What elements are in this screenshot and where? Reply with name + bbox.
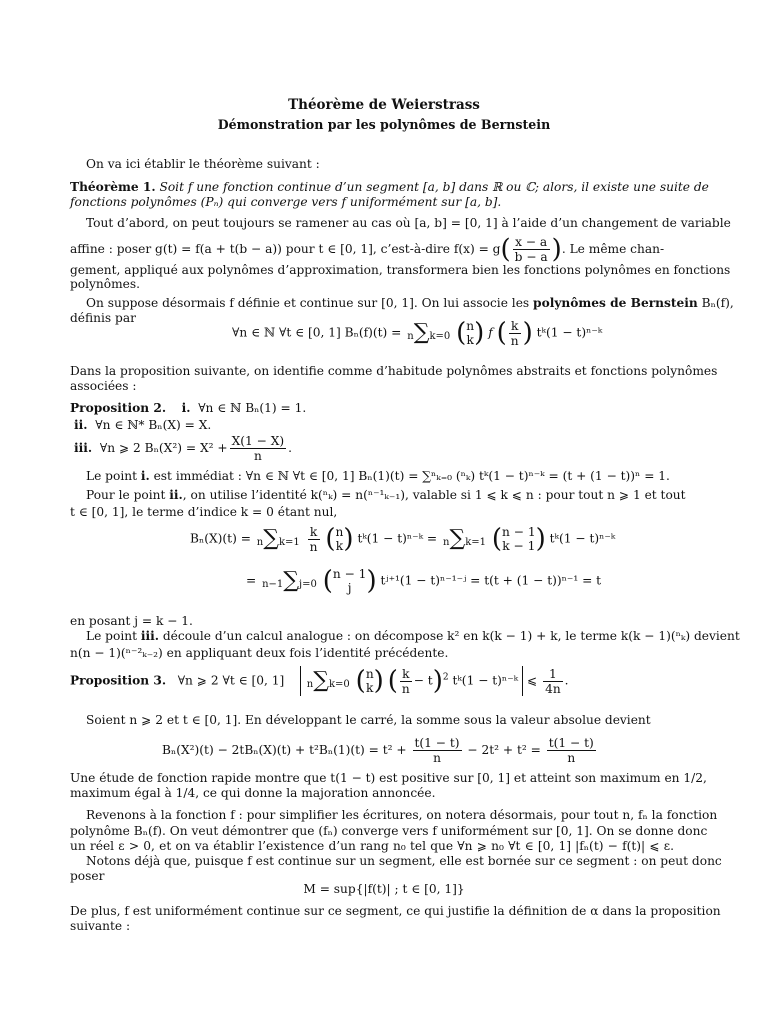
bernstein-definition-equation: ∀n ∈ ℕ ∀t ∈ [0, 1] Bₙ(f)(t) = n∑k=0 ( n k ) f ( $\frac{k}{n}$ ) tᵏ(1 − t)ⁿ⁻ᵏ <box>232 318 603 348</box>
theorem-statement-2: fonctions polynômes (Pₙ) qui converge vers f uniformément sur [a, b]. <box>70 195 502 209</box>
p8-line-1: Revenons à la fonction f : pour simplifier les écritures, on notera désormais, pour tout n, fₙ la fonction <box>86 808 718 822</box>
p4-line-2: Pour le point ii., on utilise l’identité k(ⁿₖ) = n(ⁿ⁻¹ₖ₋₁), valable si 1 ⩽ k ⩽ n : pour tout n ⩾ 1 et tout <box>86 488 686 502</box>
prop2-i-label: i. <box>181 401 191 415</box>
page-subtitle: Démonstration par les polynômes de Bernstein <box>217 117 551 132</box>
fraction: $\frac{t(1 - t)}{n}$ <box>414 736 460 765</box>
p5-line-3: n(n − 1)(ⁿ⁻²ₖ₋₂) en appliquant deux fois l’identité précédente. <box>70 646 449 660</box>
theorem-label: Théorème 1. <box>70 180 156 194</box>
p2-text-b: Bₙ(f), <box>697 296 734 310</box>
binomial: ( n k ) <box>456 318 485 348</box>
prop3-label: Proposition 3. <box>70 673 167 688</box>
prop2-line-2 <box>74 418 211 432</box>
binomial: ( n − 1 j ) <box>322 566 377 596</box>
fraction: $\frac{t(1 - t)}{n}$ <box>548 736 594 765</box>
p8-line-5: poser <box>70 869 105 883</box>
p2-text-a: On suppose désormais f définie et continue sur [0, 1]. On lui associe les <box>86 296 534 310</box>
sum-operator: n∑k=1 <box>443 526 486 551</box>
p6-line-1: Soient n ⩾ 2 et t ∈ [0, 1]. En développant le carré, la somme sous la valeur absolue devient <box>86 713 651 727</box>
sum-operator: n∑k=1 <box>256 526 300 551</box>
intro-text: On va ici établir le théorème suivant : <box>86 157 320 171</box>
theorem-line-2 <box>70 195 501 209</box>
prop2-label: Proposition 2. <box>70 401 167 415</box>
bx-equation-row-1: Bₙ(X)(t) = n∑k=1 $\frac{k}{n}$ ( n k ) tᵏ(1 − t)ⁿ⁻ᵏ = n∑k=1 ( n − 1 k − 1 ) tᵏ(1 − t)ⁿ⁻ᵏ <box>190 524 616 554</box>
sum-operator: n−1∑j=0 <box>262 568 317 593</box>
p1-line-2-b: . Le même chan- <box>561 242 665 256</box>
prop3-statement: Proposition 3. ∀n ⩾ 2 ∀t ∈ [0, 1] n∑k=0 ( n k ) ( $\frac{k}{n}$ − t)$^2$ tᵏ(1 − t)ⁿ⁻ᵏ ⩽ $\frac{1}{4n}$ . <box>70 666 569 696</box>
binomial: ( n − 1 k − 1 ) <box>491 524 546 554</box>
p2-line-1 <box>86 296 734 310</box>
p5-line-2: Le point iii. découle d’un calcul analogue : on décompose k² en k(k − 1) + k, le terme k(k − 1)(ⁿₖ) devient <box>86 629 740 643</box>
theorem-statement-1: Soit f une fonction continue d’un segment [a, b] dans ℝ ou ℂ; alors, il existe une suite de <box>159 180 709 194</box>
prop2-i-text: ∀n ∈ ℕ Bₙ(1) = 1. <box>198 401 307 415</box>
bernstein-term: polynômes de Bernstein <box>533 296 698 310</box>
p1-line-2-a: affine : poser g(t) = f(a + t(b − a)) pour t ∈ [0, 1], c’est-à-dire f(x) = g <box>70 242 501 256</box>
fraction: $\frac{1}{4n}$ <box>545 666 561 696</box>
prop2-ii-label: ii. <box>74 418 88 432</box>
p2-line-2: définis par <box>70 311 136 325</box>
prop2-ii-text: ∀n ∈ ℕ* Bₙ(X) = X. <box>95 418 212 432</box>
p7-line-1: Une étude de fonction rapide montre que t(1 − t) est positive sur [0, 1] et atteint son maximum en 1/2, <box>70 771 707 785</box>
p8-line-7: suivante : <box>70 919 131 933</box>
p8-line-6: De plus, f est uniformément continue sur ce segment, ce qui justifie la définition de α dans la proposition <box>70 904 721 918</box>
sup-equation: M = sup{|f(t)| ; t ∈ [0, 1]} <box>303 882 465 896</box>
binomial: ( n k ) <box>355 666 384 696</box>
prop2-line-3: iii. ∀n ⩾ 2 Bₙ(X²) = X² + $\frac{X(1 - X)}{n}$ . <box>74 434 293 463</box>
page-title: Théorème de Weierstrass <box>288 97 480 113</box>
fraction: $\frac{x - a}{b - a}$ <box>514 235 548 265</box>
absolute-value: n∑k=0 ( n k ) ( $\frac{k}{n}$ − t)$^2$ tᵏ(1 − t)ⁿ⁻ᵏ <box>300 666 523 696</box>
prop2-line-1 <box>70 401 306 415</box>
fraction: $\frac{k}{n}$ <box>309 524 318 554</box>
p1-line-2 <box>70 234 674 264</box>
p7-line-2: maximum égal à 1/4, ce qui donne la majoration annoncée. <box>70 786 436 800</box>
p3-line-2: associées : <box>70 379 137 393</box>
bx-equation-row-2: = n−1∑j=0 ( n − 1 j ) tʲ⁺¹(1 − t)ⁿ⁻¹⁻ʲ = t(t + (1 − t))ⁿ⁻¹ = t <box>246 566 602 596</box>
p5-line-1: en posant j = k − 1. <box>70 614 193 628</box>
sum-operator: n∑k=0 <box>306 668 350 693</box>
binomial: ( n k ) <box>325 524 354 554</box>
paren-group: ( $\frac{k}{n}$ − t) <box>387 666 443 696</box>
sum-operator: n∑k=0 <box>407 320 451 345</box>
paren-group: ( $\frac{k}{n}$ ) <box>496 318 533 348</box>
prop2-iii-label: iii. <box>74 441 93 455</box>
p1-line-1: Tout d’abord, on peut toujours se ramener au cas où [a, b] = [0, 1] à l’aide d’un changement de variable <box>86 216 731 230</box>
p8-line-4: Notons déjà que, puisque f est continue sur un segment, elle est bornée sur ce segment : on peut donc <box>86 854 722 868</box>
p4-line-3: t ∈ [0, 1], le terme d’indice k = 0 étant nul, <box>70 505 338 519</box>
p8-line-3: un réel ε > 0, et on va établir l’existence d’un rang n₀ tel que ∀n ⩾ n₀ ∀t ∈ [0, 1] |fₙ(t) − f(t)| ⩽ ε. <box>70 839 674 853</box>
p1-line-3: gement, appliqué aux polynômes d’approximation, transformera bien les fonctions polynômes en fonctions <box>70 263 731 277</box>
p8-line-2: polynôme Bₙ(f). On veut démontrer que (fₙ) converge vers f uniformément sur [0, 1]. On se donne donc <box>70 824 708 838</box>
p1-line-4: polynômes. <box>70 277 141 291</box>
theorem-line-1 <box>70 180 709 194</box>
prop2-iii-text: ∀n ⩾ 2 Bₙ(X²) = X² + <box>99 441 228 455</box>
square-expansion-equation: Bₙ(X²)(t) − 2tBₙ(X)(t) + t²Bₙ(1)(t) = t² + $\frac{t(1 - t)}{n}$ − 2t² + t² = $\frac{t(1 - t)}{n}$ <box>162 736 594 765</box>
paren-group: ( $\frac{x - a}{b - a}$ ) <box>500 234 562 265</box>
p4-line-1: Le point i. est immédiat : ∀n ∈ ℕ ∀t ∈ [0, 1] Bₙ(1)(t) = ∑ⁿₖ₌₀ (ⁿₖ) tᵏ(1 − t)ⁿ⁻ᵏ = (t + (1 − t))ⁿ = 1. <box>86 469 670 483</box>
fraction: $\frac{X(1 - X)}{n}$ <box>231 434 285 463</box>
p3-line-1: Dans la proposition suivante, on identifie comme d’habitude polynômes abstraits et fonctions polynômes <box>70 364 718 378</box>
